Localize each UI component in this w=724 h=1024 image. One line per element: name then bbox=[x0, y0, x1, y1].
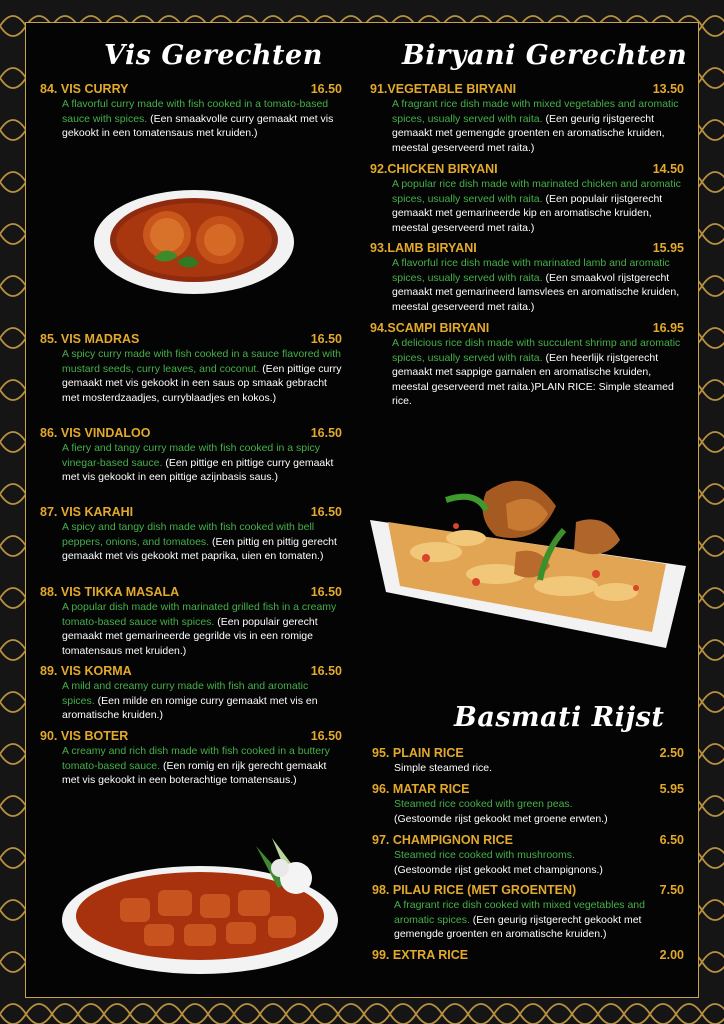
menu-item-92 bbox=[370, 162, 684, 235]
item-description-en: A fiery and tangy curry made with fish cooked in a spicy vinegar-based sauce. bbox=[62, 442, 320, 469]
item-description-en: A fragrant rice dish cooked with mixed vegetables and aromatic spices. bbox=[394, 899, 645, 926]
item-price: 14.50 bbox=[652, 162, 684, 176]
item-name: SCAMPI BIRYANI bbox=[387, 321, 490, 335]
item-price: 16.95 bbox=[652, 321, 684, 335]
item-number: 86. bbox=[40, 426, 58, 440]
item-name: PILAU RICE (MET GROENTEN) bbox=[392, 883, 577, 897]
item-description-en: A creamy and rich dish made with fish cooked in a buttery tomato-based sauce. bbox=[62, 745, 330, 772]
item-price: 16.50 bbox=[310, 729, 342, 743]
menu-item-89 bbox=[40, 664, 342, 723]
item-name: VIS KORMA bbox=[60, 664, 132, 678]
item-name: PLAIN RICE bbox=[392, 746, 464, 760]
item-price: 7.50 bbox=[659, 883, 684, 897]
item-description-nl: (Een romig en rijk gerecht gemaakt met vis gekookt in een boterachtige tomatensaus.) bbox=[62, 759, 327, 786]
fish-curry-bowl-image bbox=[92, 180, 297, 302]
menu-item-94 bbox=[370, 321, 684, 409]
item-number: 85. bbox=[40, 332, 58, 346]
item-price: 16.50 bbox=[310, 505, 342, 519]
item-description-nl: (Een populair rijstgerecht gemaakt met gemarineerde kip en aromatische kruiden, meestal geserveerd met raita.) bbox=[392, 192, 663, 234]
item-number: 94. bbox=[370, 321, 388, 335]
item-name: VEGETABLE BIRYANI bbox=[387, 82, 517, 96]
item-name: VIS VINDALOO bbox=[60, 426, 151, 440]
item-price: 6.50 bbox=[659, 833, 684, 847]
item-number: 93. bbox=[370, 241, 388, 255]
menu-item-97 bbox=[372, 833, 684, 877]
item-description-nl: (Een populair gerecht gemaakt met gemarineerde gegrilde vis in een romige tomatensaus met kruiden.) bbox=[62, 615, 318, 657]
item-number: 90. bbox=[40, 729, 58, 743]
item-number: 96. bbox=[372, 782, 390, 796]
section-title-vis: Vis Gerechten bbox=[104, 40, 323, 71]
item-description-en: Steamed rice cooked with mushrooms. bbox=[394, 849, 575, 861]
item-name: LAMB BIRYANI bbox=[387, 241, 477, 255]
item-description-en: A delicious rice dish made with succulent shrimp and aromatic spices, usually served with raita. bbox=[392, 337, 681, 364]
item-number: 92. bbox=[370, 162, 388, 176]
item-number: 97. bbox=[372, 833, 390, 847]
item-description-nl: (Een pittige curry gemaakt met vis gekookt in een saus op smaak gebracht met mosterdzaadjes, curryblaadjes en kokos.) bbox=[62, 362, 342, 404]
item-description-nl: (Een smaakvolle curry gemaakt met vis gekookt in een tomatensaus met kruiden.) bbox=[62, 112, 334, 139]
section-title-basmati: Basmati Rijst bbox=[454, 702, 665, 733]
item-number: 99. bbox=[372, 948, 390, 962]
item-description-nl: (Een smaakvol rijstgerecht gemaakt met gemarineerd lamsvlees en aromatische kruiden, meestal geserveerd met raita.) bbox=[392, 271, 680, 313]
item-number: 87. bbox=[40, 505, 58, 519]
item-description-en: A mild and creamy curry made with fish and aromatic spices. bbox=[62, 680, 309, 707]
item-description-en: A spicy and tangy dish made with fish cooked with bell peppers, onions, and tomatoes. bbox=[62, 521, 315, 548]
item-description-en: A popular rice dish made with marinated chicken and aromatic spices, usually served with raita. bbox=[392, 178, 681, 205]
item-price: 16.50 bbox=[310, 426, 342, 440]
item-price: 2.00 bbox=[659, 948, 684, 962]
item-name: VIS CURRY bbox=[60, 82, 129, 96]
item-description-en: A flavorful rice dish made with marinated lamb and aromatic spices, usually served with raita. bbox=[392, 257, 670, 284]
item-description-en: A fragrant rice dish made with mixed vegetables and aromatic spices, usually served with raita. bbox=[392, 98, 679, 125]
item-description-nl: (Een geurig rijstgerecht gemaakt met gemengde groenten en aromatische kruiden, meestal geserveerd met raita.) bbox=[392, 112, 665, 154]
item-number: 88. bbox=[40, 585, 58, 599]
menu-item-96 bbox=[372, 782, 684, 826]
item-price: 2.50 bbox=[659, 746, 684, 760]
item-description-nl: (Gestoomde rijst gekookt met champignons.) bbox=[394, 863, 603, 876]
menu-item-99 bbox=[372, 948, 684, 963]
item-name: VIS KARAHI bbox=[60, 505, 134, 519]
item-number: 89. bbox=[40, 664, 58, 678]
item-price: 16.50 bbox=[310, 82, 342, 96]
item-name: CHICKEN BIRYANI bbox=[387, 162, 498, 176]
biryani-plate-image bbox=[366, 462, 692, 660]
item-number: 84. bbox=[40, 82, 58, 96]
item-name: MATAR RICE bbox=[392, 782, 470, 796]
item-price: 16.50 bbox=[310, 585, 342, 599]
item-name: CHAMPIGNON RICE bbox=[392, 833, 514, 847]
item-price: 13.50 bbox=[652, 82, 684, 96]
item-description-nl: (Een heerlijk rijstgerecht gemaakt met sappige garnalen en aromatische kruiden, meestal geserveerd met raita.)PLAIN RICE: Simple steamed rice. bbox=[392, 351, 674, 407]
item-price: 16.50 bbox=[310, 332, 342, 346]
item-description-en: A popular dish made with marinated grilled fish in a creamy tomato-based sauce with spices. bbox=[62, 601, 337, 628]
menu-item-95 bbox=[372, 746, 684, 776]
item-description-nl: (Een milde en romige curry gemaakt met vis en aromatische kruiden.) bbox=[62, 694, 318, 721]
item-number: 98. bbox=[372, 883, 390, 897]
item-description-nl: Simple steamed rice. bbox=[394, 762, 493, 774]
menu-item-88 bbox=[40, 585, 342, 658]
menu-item-85 bbox=[40, 332, 342, 405]
item-price: 5.95 bbox=[659, 782, 684, 796]
item-description-nl: (Een pittige en pittige curry gemaakt met vis gekookt in een pittige azijnbasis saus.) bbox=[62, 456, 334, 483]
item-price: 16.50 bbox=[310, 664, 342, 678]
fish-masala-plate-image bbox=[60, 828, 342, 978]
item-description-en: Steamed rice cooked with green peas. bbox=[394, 798, 573, 810]
item-name: VIS MADRAS bbox=[60, 332, 140, 346]
item-name: EXTRA RICE bbox=[392, 948, 469, 962]
item-number: 95. bbox=[372, 746, 390, 760]
item-number: 91. bbox=[370, 82, 388, 96]
menu-item-86 bbox=[40, 426, 342, 485]
item-description-en: A spicy curry made with fish cooked in a sauce flavored with mustard seeds, curry leaves, and coconut. bbox=[62, 348, 341, 375]
item-description-nl: (Een geurig rijstgerecht gekookt met gemengde groenten en aromatische kruiden.) bbox=[394, 913, 642, 940]
menu-item-91 bbox=[370, 82, 684, 155]
item-price: 15.95 bbox=[652, 241, 684, 255]
item-description-nl: (Gestoomde rijst gekookt met groene erwten.) bbox=[394, 812, 608, 825]
menu-item-87 bbox=[40, 505, 342, 564]
menu-item-84 bbox=[40, 82, 342, 141]
section-title-biryani: Biryani Gerechten bbox=[402, 40, 688, 71]
menu-item-90 bbox=[40, 729, 342, 788]
item-name: VIS BOTER bbox=[60, 729, 129, 743]
menu-item-98 bbox=[372, 883, 684, 942]
item-description-nl: (Een pittig en pittig gerecht gemaakt met vis gekookt met paprika, uien en tomaten.) bbox=[62, 535, 337, 562]
item-name: VIS TIKKA MASALA bbox=[60, 585, 180, 599]
menu-item-93 bbox=[370, 241, 684, 314]
item-description-en: A flavorful curry made with fish cooked in a tomato-based sauce with spices. bbox=[62, 98, 329, 125]
